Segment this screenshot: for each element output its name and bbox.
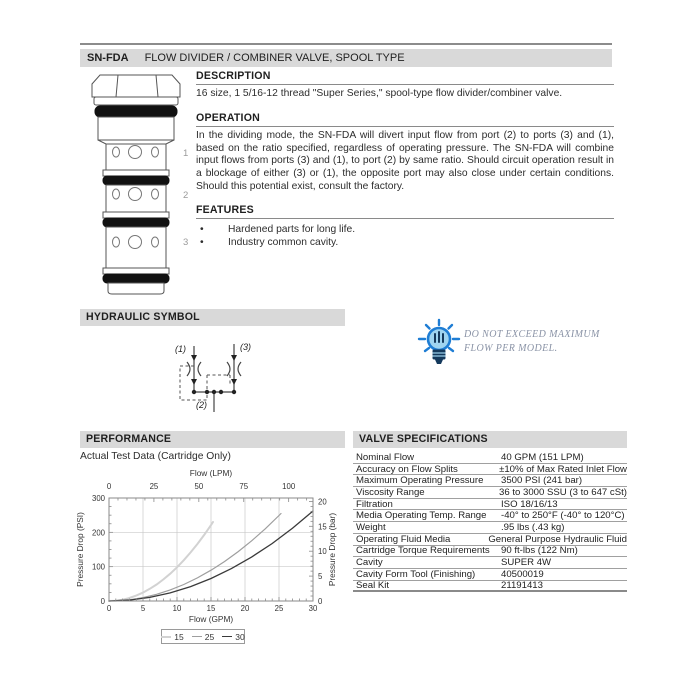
spec-label: Cavity Form Tool (Finishing) [356,568,476,580]
page-title: FLOW DIVIDER / COMBINER VALVE, SPOOL TYPE [144,52,405,64]
legend-entry [222,632,244,642]
page-title-bar [80,49,612,67]
symbol-port-label-1: (1) [175,344,186,354]
spec-value: SUPER 4W [501,557,552,569]
chart-tick-label: 0 [318,597,323,606]
spec-label: Media Operating Temp. Range [356,510,487,522]
section-bar-valve-specifications: VALVE SPECIFICATIONS [353,431,627,448]
features-list [196,223,614,249]
chart-tick-label: 100 [91,562,105,572]
description-text: 16 size, 1 5/16-12 thread "Super Series," spool-type flow divider/combiner valve. [196,88,563,99]
chart-tick-label: 30 [308,604,318,613]
x-axis-title: Flow (GPM) [188,614,234,624]
chart-tick-label: 15 [318,522,327,532]
spec-row [353,557,627,569]
spec-value: .95 lbs (.43 kg) [501,521,565,533]
chart-tick-label: 0 [106,604,112,613]
spec-value: 36 to 3000 SSU (3 to 647 cSt) [499,486,627,498]
o-ring [95,106,177,117]
spec-row [353,546,627,558]
feature-text: Hardened parts for long life. [228,223,356,235]
legend-label: 15 [174,631,184,642]
legend-line-swatch [161,636,171,638]
spec-row [353,510,627,522]
warning-note: DO NOT EXCEED MAXIMUM FLOW PER MODEL. [464,329,600,354]
chart-tick-label: 0 [100,597,105,606]
chart-tick-label: 0 [106,482,112,491]
spec-row [353,452,627,464]
o-ring [103,218,169,227]
spec-value: ISO 18/16/13 [501,498,558,510]
series-15 [109,522,213,601]
chart-tick-label: 200 [91,528,105,538]
spec-value: 3500 PSI (241 bar) [501,475,583,487]
figure-port-label-3: 3 [183,237,189,248]
pressure-drop-chart [74,464,342,656]
valve-cartridge-figure [80,72,198,298]
series-25 [109,514,281,602]
spec-row [353,499,627,511]
section-bar-performance: PERFORMANCE [80,431,345,448]
model-code: SN-FDA [87,52,129,64]
spec-label: Weight [356,521,386,533]
feature-item [196,236,614,249]
chart-tick-label: 25 [149,482,159,491]
o-ring [103,274,169,283]
spec-label: Operating Fluid Media [356,533,451,545]
spec-label: Accuracy on Flow Splits [356,463,458,475]
legend-entry [161,632,183,642]
spec-value: 40 GPM (151 LPM) [501,451,584,463]
legend-label: 25 [204,631,215,642]
section-bar-hydraulic-symbol: HYDRAULIC SYMBOL [80,309,345,326]
feature-item [196,223,614,236]
spec-value: 90 ft-lbs (122 Nm) [501,545,578,557]
performance-subtitle: Actual Test Data (Cartridge Only) [80,451,231,462]
symbol-port-label-2: (2) [196,400,207,410]
spec-label: Filtration [356,498,393,510]
spec-row [353,464,627,476]
chart-legend [161,629,245,644]
hydraulic-symbol-diagram [163,336,288,426]
figure-port-label-2: 2 [183,190,189,201]
spec-label: Viscosity Range [356,486,425,498]
spec-label: Cavity [356,557,383,569]
legend-label: 30 [235,631,245,642]
chart-tick-label: 20 [318,497,327,507]
text-column [196,70,614,249]
figure-port-label-1: 1 [183,148,189,159]
chart-tick-label: 10 [318,547,327,557]
chart-tick-label: 15 [206,604,216,613]
chart-tick-label: 10 [172,604,182,613]
spec-row [353,569,627,581]
chart-tick-label: 100 [282,482,296,491]
y-axis-title: Pressure Drop (PSI) [75,512,85,587]
section-heading-description: DESCRIPTION [196,70,614,85]
spec-row [353,487,627,499]
spec-row [353,522,627,534]
spec-value: General Purpose Hydraulic Fluid [488,533,627,545]
spec-value: ±10% of Max Rated Inlet Flow [499,463,627,475]
symbol-port-label-3: (3) [240,342,251,352]
top-rule [80,43,612,45]
spec-label: Cartridge Torque Requirements [356,545,490,557]
lightbulb-icon [415,318,463,368]
spec-label: Nominal Flow [356,451,415,463]
hex-head [92,75,180,97]
bullet-icon: • [200,236,204,248]
chart-tick-label: 50 [194,482,204,491]
spec-value: 40500019 [501,568,544,580]
x-top-axis-title: Flow (LPM) [189,468,233,478]
spec-label: Maximum Operating Pressure [356,475,484,487]
legend-entry [192,632,214,642]
spec-row [353,475,627,487]
chart-tick-label: 75 [239,482,249,491]
o-ring [103,176,169,185]
bullet-icon: • [200,223,204,235]
chart-tick-label: 5 [318,572,323,582]
chart-tick-label: 5 [140,604,146,613]
section-heading-operation: OPERATION [196,112,614,127]
section-heading-features: FEATURES [196,204,614,219]
spec-row [353,581,627,593]
valve-specifications-table [353,452,627,592]
chart-tick-label: 25 [274,604,284,613]
operation-text: In the dividing mode, the SN-FDA will divert input flow from port (2) to ports (3) and (1), based on the ratio specified, regardless of operating pressure. The SN-FDA will combine input flows from ports (3) and (1), to port (2) by same ratio. Should circuit operation result in a blockage of either (3) or (1), the opposite port may also close under certain conditions. Should this potential exist, consult the factory. [196,129,614,192]
spec-value: -40° to 250°F (-40° to 120°C) [501,510,625,522]
spec-label: Seal Kit [356,579,390,591]
legend-line-swatch [222,636,232,637]
chart-tick-label: 300 [91,494,105,503]
spec-row [353,534,627,546]
y-right-axis-title: Pressure Drop (bar) [327,512,337,587]
legend-line-swatch [192,636,202,637]
spec-value: 21191413 [501,579,543,591]
feature-text: Industry common cavity. [228,236,339,248]
chart-tick-label: 20 [240,604,250,613]
